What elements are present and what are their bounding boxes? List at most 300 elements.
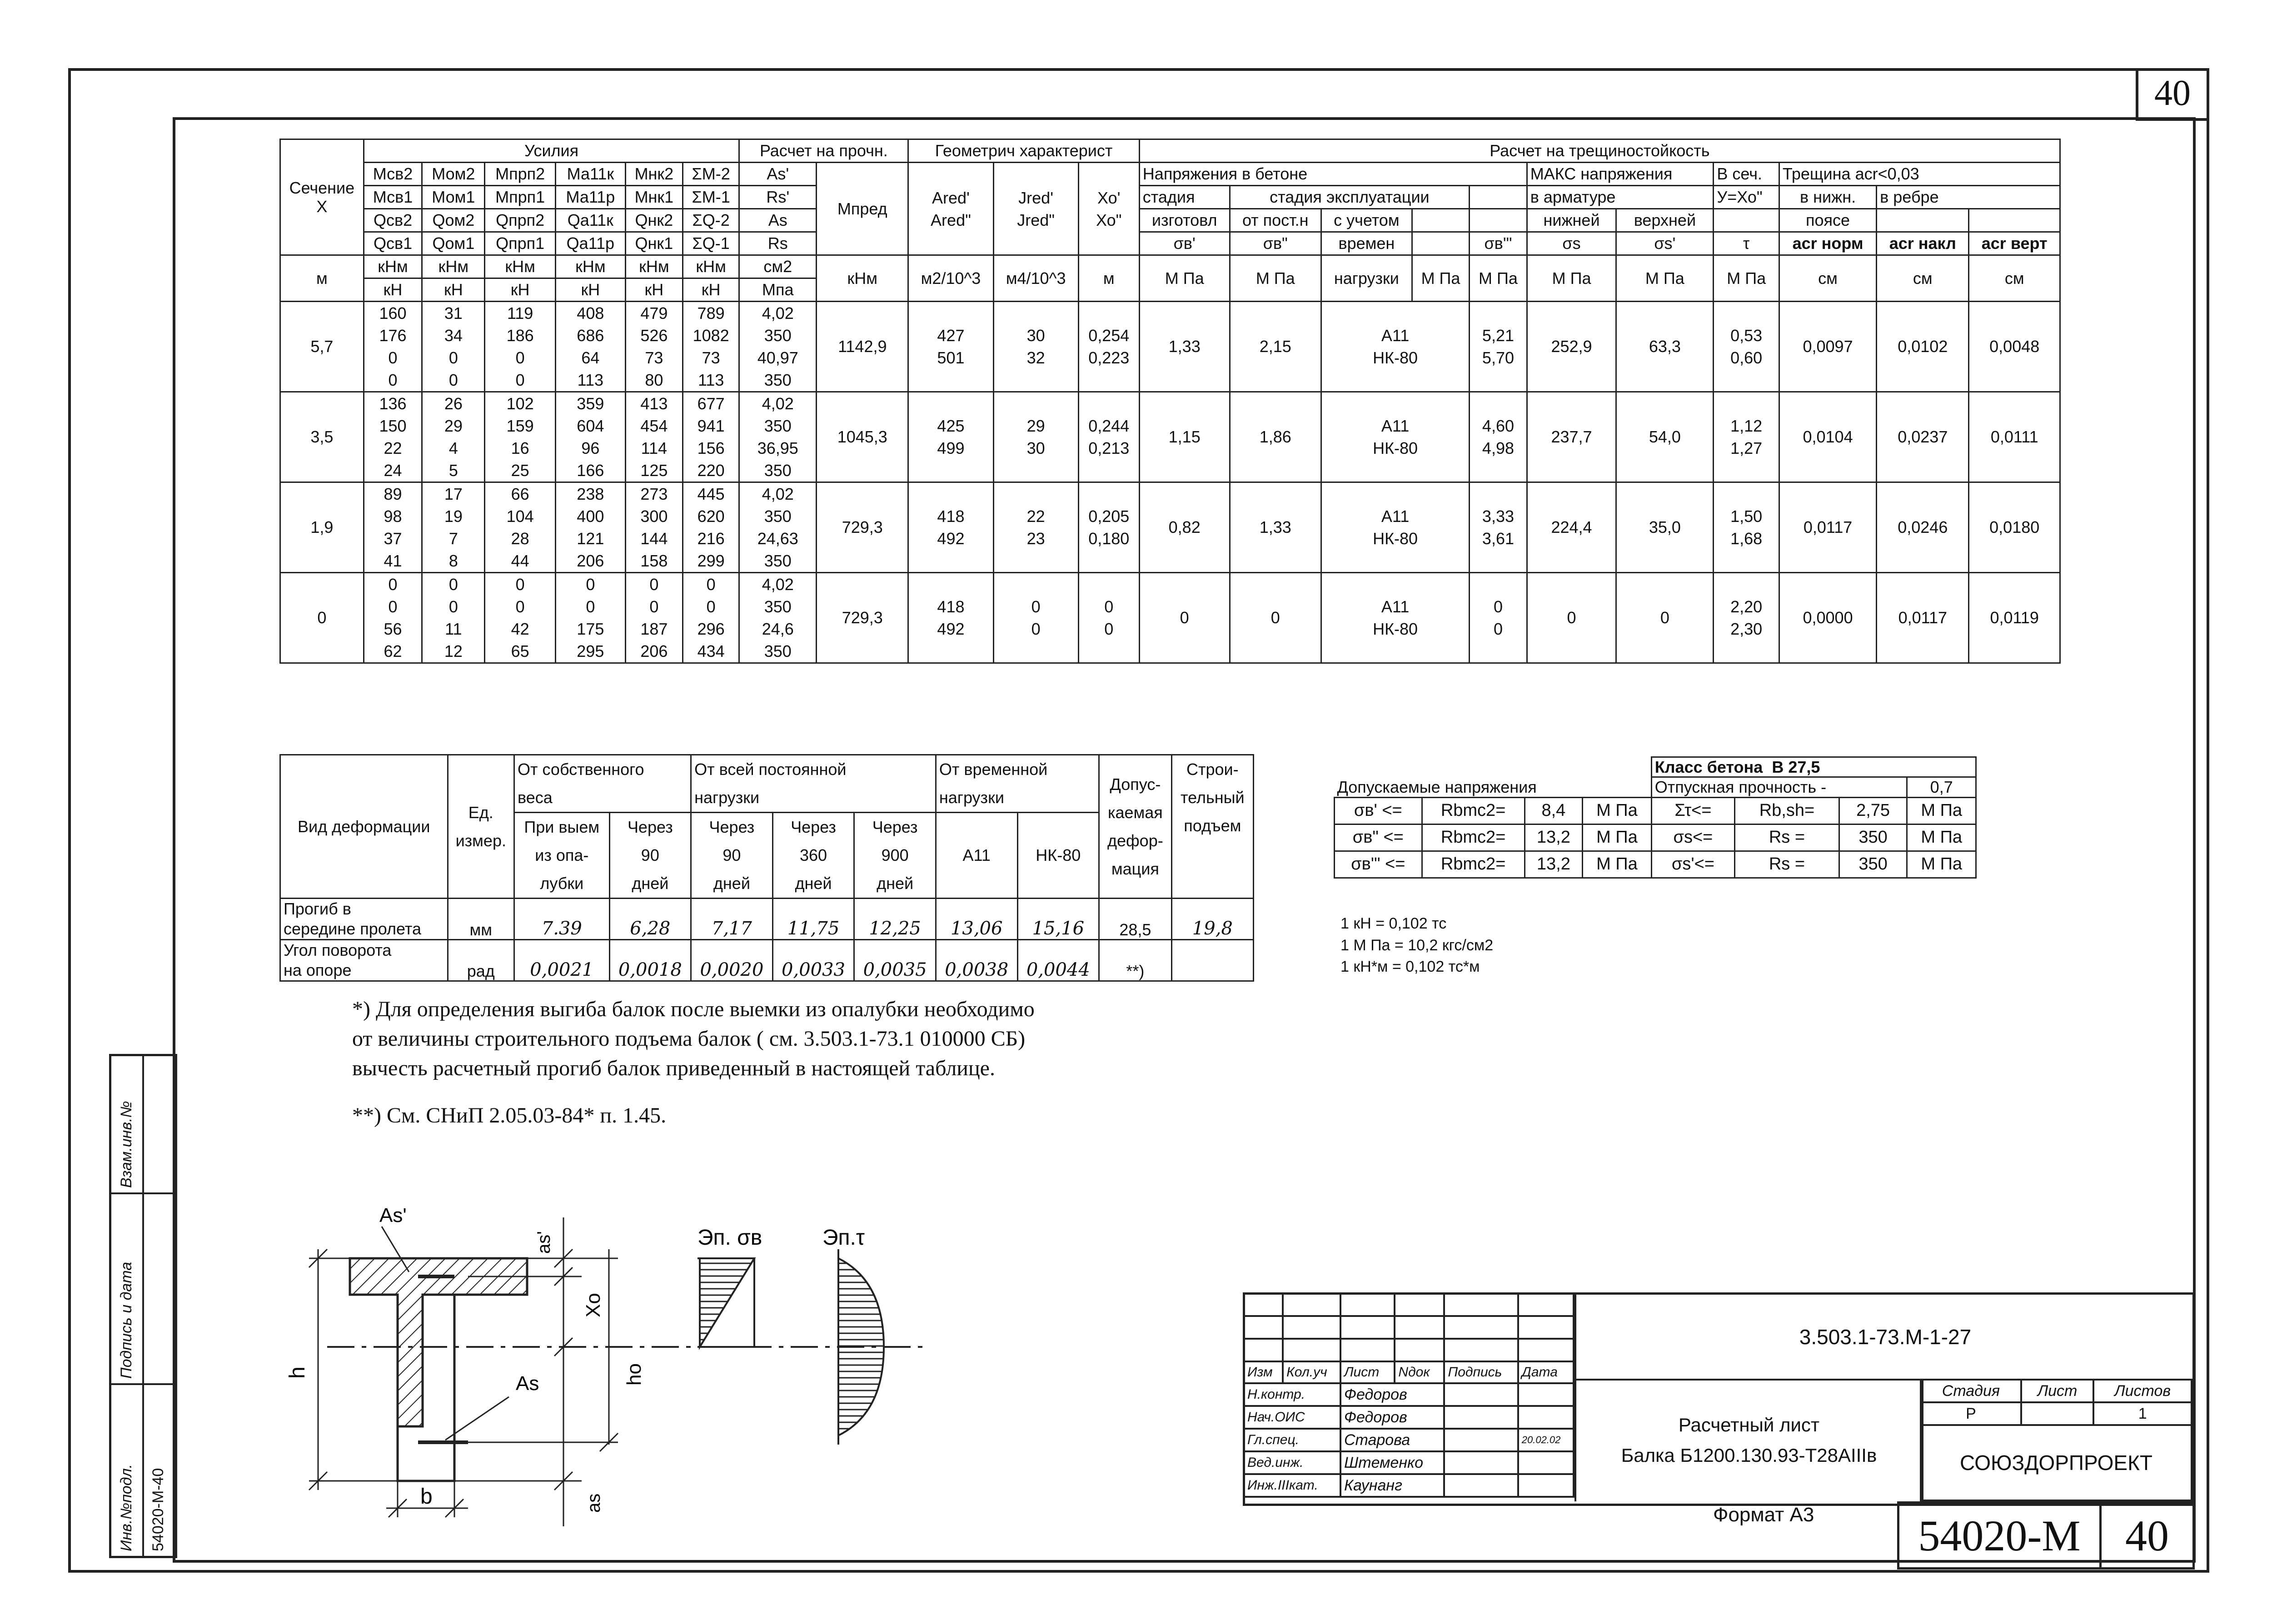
cell-tau: [1714, 573, 1779, 663]
cell-line: 5: [448, 461, 458, 480]
unit-cell: М Па: [1230, 255, 1321, 302]
cell-line: 295: [577, 642, 604, 661]
cell-ared: [908, 392, 993, 482]
title-empty-cell: [1395, 1316, 1444, 1339]
label-as: As: [516, 1372, 539, 1395]
cell-sb3: [1470, 392, 1527, 482]
cell-line: 4,02: [762, 304, 794, 323]
list-value: [2021, 1402, 2094, 1425]
hdr-acr-nakl: аcr накл: [1877, 232, 1969, 255]
cell-line: 0: [586, 575, 595, 594]
cell-x: 3,5: [280, 392, 364, 482]
cell-line: 113: [698, 371, 724, 389]
cell-line: 113: [577, 371, 604, 389]
stress-cell-g: 350: [1839, 824, 1907, 851]
cell-line: 445: [697, 485, 725, 503]
cell-stroit: 19,8: [1171, 899, 1253, 940]
col-label-c5: Qнк1: [625, 232, 683, 255]
hdr-vid: Вид деформации: [280, 755, 448, 899]
note-2: от величины строительного подъема балок ( см. 3.503.1-73.1 010000 СБ): [352, 1026, 1026, 1051]
role-label: Гл.спец.: [1244, 1429, 1340, 1451]
stress-cell-g: 2,75: [1839, 797, 1907, 824]
cell-acr-norm: 0,0000: [1779, 573, 1876, 663]
stress-cell-h: М Па: [1907, 851, 1976, 878]
cell-load: [1321, 392, 1469, 482]
hdr-stroit: [1171, 755, 1253, 899]
cell-value: 12,25: [854, 899, 936, 940]
cell-line: 12: [444, 642, 463, 661]
cell-name: [280, 899, 448, 940]
cell-line: 66: [511, 485, 529, 503]
title-empty-cell: [1395, 1293, 1444, 1316]
conversion-1: 1 кН = 0,102 тс: [1340, 915, 1447, 932]
hdr-tau: τ: [1714, 232, 1779, 255]
title-header-cell: Nдок: [1395, 1361, 1444, 1383]
col-label-c2: Qом1: [422, 232, 485, 255]
hdr-empty: [1877, 209, 1969, 232]
cell-line: 4,60: [1482, 417, 1514, 435]
col-label-c6: ΣМ-2: [683, 163, 739, 186]
cell-line: 32: [1026, 348, 1045, 367]
cell-ss: 0: [1527, 573, 1616, 663]
col-label-c3: Мпрп1: [485, 186, 555, 209]
table-row: [280, 573, 2060, 663]
cell-line: 62: [384, 642, 402, 661]
cell-c5: [625, 302, 683, 392]
col-label-c3: Qпрп1: [485, 232, 555, 255]
hdr-sigma-s2: σs': [1616, 232, 1714, 255]
hdr-vrem: [936, 755, 1099, 813]
side-code: 54020-М-40: [149, 1468, 167, 1551]
cell-line: 0: [1493, 597, 1503, 616]
cell-sb2: 1,33: [1230, 482, 1321, 573]
cell-line: 102: [506, 394, 534, 413]
cell-line: 0: [706, 597, 716, 616]
concrete-class: [1651, 757, 1976, 777]
cell-line: лубки: [540, 874, 584, 893]
cell-line: 0: [706, 575, 716, 594]
cell-c5: [625, 392, 683, 482]
class-value: В 27,5: [1772, 758, 1820, 776]
unit-cell: М Па: [1616, 255, 1714, 302]
deformation-table: [279, 754, 1254, 982]
cell-line: 150: [379, 417, 407, 435]
col-label-c1: Мсв1: [364, 186, 422, 209]
cell-line: 0: [388, 575, 398, 594]
cell-acr-nakl: 0,0102: [1877, 302, 1969, 392]
cell-line: 7: [448, 529, 458, 548]
cell-line: 0: [1031, 620, 1041, 638]
big-code-box: [1897, 1501, 2195, 1569]
cell-line: 64: [581, 348, 600, 367]
cell-line: 24: [384, 461, 402, 480]
cell-line: Через: [791, 818, 836, 836]
title-block: [1243, 1292, 2195, 1506]
cell-line: 427: [937, 326, 965, 345]
cell-line: 413: [640, 394, 668, 413]
cell-line: 4: [448, 439, 458, 457]
cell-line: 90: [722, 846, 741, 864]
title-line-1: Расчетный лист: [1678, 1414, 1820, 1435]
col-label-c2: Мом1: [422, 186, 485, 209]
cell-c2: [422, 482, 485, 573]
cell-c1: [364, 302, 422, 392]
cell-name: [280, 940, 448, 981]
cell-dopusk: 28,5: [1099, 899, 1172, 940]
big-sheet: 40: [2125, 1511, 2169, 1560]
cell-line: Строи-: [1186, 760, 1239, 779]
role-date: 20.02.02: [1518, 1429, 1574, 1451]
hdr-sigma-b1: σв': [1139, 232, 1230, 255]
cell-value: 13,06: [936, 899, 1017, 940]
cell-line: 24,6: [762, 620, 794, 638]
cell-line: веса: [518, 788, 553, 807]
table-row: [1335, 824, 1976, 851]
cell-line: 0: [649, 597, 659, 616]
cell-line: 0,53: [1730, 326, 1763, 345]
hdr-stadiya: стадия: [1139, 186, 1230, 209]
hdr-v-armature: в арматуре: [1527, 186, 1714, 209]
cell-line: 29: [444, 417, 463, 435]
table-row: [280, 392, 2060, 482]
unit-cell: кНм: [625, 255, 683, 278]
cell-line: 119: [507, 304, 533, 323]
cell-line: 400: [577, 507, 604, 526]
cell-line: 160: [379, 304, 407, 323]
title-empty-cell: [1395, 1339, 1444, 1361]
otpusk-label: Отпускная прочность -: [1651, 777, 1907, 797]
role-label: Нач.ОИС: [1244, 1406, 1340, 1429]
stress-cell-b: Rbmc2=: [1422, 824, 1525, 851]
cell-line: 941: [697, 417, 725, 435]
hdr-poyase: поясе: [1779, 209, 1876, 232]
cell-line: А11: [1381, 597, 1410, 616]
cell-line: 686: [577, 326, 604, 345]
cell-line: 96: [581, 439, 600, 457]
cell-c1: [364, 573, 422, 663]
cell-sb3: [1470, 302, 1527, 392]
cell-line: 176: [379, 326, 407, 345]
cell-line: 159: [506, 417, 534, 435]
cell-line: 8: [448, 551, 458, 570]
table-row: [1335, 797, 1976, 824]
cell-line: нагрузки: [939, 788, 1004, 807]
cell-line: мация: [1111, 859, 1159, 878]
hdr-y-xo: У=Хо": [1714, 186, 1779, 209]
cell-line: 350: [764, 642, 792, 661]
title-header-cell: Лист: [1340, 1361, 1395, 1383]
col-label-c1: Мсв2: [364, 163, 422, 186]
unit-cell: кНм: [422, 255, 485, 278]
cell-c2: [422, 392, 485, 482]
cell-line: 11: [445, 620, 462, 638]
cell-line: нагрузки: [694, 788, 760, 807]
cell-unit: мм: [448, 899, 514, 940]
cell-line: 501: [937, 348, 965, 367]
cell-line: Допус-: [1110, 775, 1161, 794]
cell-line: 22: [1026, 507, 1045, 526]
cell-line: 0: [1104, 620, 1114, 638]
cell-line: 0,223: [1088, 348, 1130, 367]
title-empty-cell: [1444, 1339, 1518, 1361]
cell-line: 19: [444, 507, 463, 526]
cell-line: 26: [444, 394, 463, 413]
col-label-c1: Qсв1: [364, 232, 422, 255]
notes: [352, 995, 1035, 1131]
hdr-empty: [1412, 232, 1469, 255]
table-row: [1335, 851, 1976, 878]
cell-line: 479: [640, 304, 668, 323]
title-empty-cell: [1444, 1316, 1518, 1339]
cell-sb2: 0: [1230, 573, 1321, 663]
cell-line: каемая: [1107, 803, 1163, 822]
col-label-c7: As: [739, 209, 817, 232]
hdr-izgotovl: изготовл: [1139, 209, 1230, 232]
stress-cell-g: 350: [1839, 851, 1907, 878]
unit-cell: М Па: [1139, 255, 1230, 302]
group-prochn: Расчет на прочн.: [739, 139, 908, 163]
cell-line: 220: [697, 461, 725, 480]
cell-line: 98: [384, 507, 402, 526]
cell-line: 65: [511, 642, 529, 661]
unit-cell: см: [1969, 255, 2060, 302]
cell-acr-nakl: 0,0117: [1877, 573, 1969, 663]
cell-c2: [422, 573, 485, 663]
cell-line: 350: [764, 371, 792, 389]
col-label-c6: ΣQ-2: [683, 209, 739, 232]
hdr-treshchina: [1779, 163, 2060, 186]
stress-cell-a: σв' <=: [1335, 797, 1422, 824]
cell-tau: [1714, 392, 1779, 482]
cell-xo: [1078, 573, 1139, 663]
side-podp: Подпись и дата: [118, 1261, 135, 1379]
cell-line: 789: [697, 304, 725, 323]
cell-line: 0: [1493, 620, 1503, 638]
col-jred: [993, 163, 1078, 255]
role-signature: [1444, 1474, 1518, 1497]
cell-ss2: 63,3: [1616, 302, 1714, 392]
cell-line: дней: [713, 874, 750, 893]
col-label-c3: Qпрп2: [485, 209, 555, 232]
label-as-bottom: as: [584, 1493, 604, 1513]
cell-x: 5,7: [280, 302, 364, 392]
cell-line: 73: [645, 348, 663, 367]
unit-cell: см2: [739, 255, 817, 278]
cell-value: 0,0038: [936, 940, 1017, 981]
stress-cell-d: М Па: [1583, 797, 1652, 824]
role-date: [1518, 1474, 1574, 1497]
col-label-c4: Qа11р: [555, 232, 625, 255]
cell-line: измер.: [455, 831, 506, 850]
unit-cell: см: [1779, 255, 1876, 302]
cell-line: А11: [1381, 326, 1410, 345]
unit-cell: кНм: [555, 255, 625, 278]
cell-value: 15,16: [1017, 899, 1099, 940]
cell-line: 620: [697, 507, 725, 526]
role-signature: [1444, 1451, 1518, 1474]
hdr-empty: [1969, 209, 2060, 232]
cell-sb1: 0,82: [1139, 482, 1230, 573]
cell-sb2: 1,86: [1230, 392, 1321, 482]
unit-cell: Мпа: [739, 278, 817, 302]
cell-line: 4,98: [1482, 439, 1514, 457]
hdr-sobstv: [514, 755, 691, 813]
cell-c1: [364, 482, 422, 573]
cell-line: 350: [764, 597, 792, 616]
cell-line: 425: [937, 417, 965, 435]
label-h: h: [285, 1366, 309, 1379]
unit-cell: М Па: [1714, 255, 1779, 302]
cell-line: на опоре: [284, 961, 352, 979]
cell-line: 0,60: [1730, 348, 1763, 367]
role-label: Инж.IIIкат.: [1244, 1474, 1340, 1497]
cell-ss2: 0: [1616, 573, 1714, 663]
allowable-stress-table: [1334, 756, 1977, 879]
col-xo: [1078, 163, 1139, 255]
cell-line: дефор-: [1107, 831, 1163, 850]
cell-line: 73: [702, 348, 720, 367]
cell-line: Прогиб в: [284, 899, 351, 918]
col-label-c5: Мнк1: [625, 186, 683, 209]
cell-acr-vert: 0,0111: [1969, 392, 2060, 482]
stress-cell-e: σs'<=: [1651, 851, 1734, 878]
hdr-acr-norm: аcr норм: [1779, 232, 1876, 255]
otpusk-value: 0,7: [1907, 777, 1976, 797]
unit-cell: кНм: [683, 255, 739, 278]
cell-ss2: 54,0: [1616, 392, 1714, 482]
cell-load: [1321, 482, 1469, 573]
cell-line: 0: [515, 371, 525, 389]
tau-diagram: [838, 1258, 884, 1435]
hdr-nk80: НК-80: [1017, 813, 1099, 899]
cell-c3: [485, 302, 555, 392]
cell-line: 2,20: [1730, 597, 1763, 616]
cell-line: 1,27: [1730, 439, 1763, 457]
stress-cell-a: σв'" <=: [1335, 851, 1422, 878]
cell-line: 299: [697, 551, 725, 570]
stress-cell-d: М Па: [1583, 824, 1652, 851]
cell-line: 604: [577, 417, 604, 435]
title-header-cell: Кол.уч: [1283, 1361, 1340, 1383]
title-header-cell: Изм: [1244, 1361, 1283, 1383]
cell-xo: [1078, 302, 1139, 392]
col-label-c2: Qом2: [422, 209, 485, 232]
cell-line: дней: [877, 874, 914, 893]
cell-mpred: 729,3: [817, 482, 908, 573]
doc-code: 3.503.1-73.М-1-27: [1574, 1295, 2194, 1381]
unit-cell: кНм: [364, 255, 422, 278]
role-label: Вед.инж.: [1244, 1451, 1340, 1474]
cell-line: 408: [577, 304, 604, 323]
col-label-c4: Qа11к: [555, 209, 625, 232]
note-4: **) См. СНиП 2.05.03-84* п. 1.45.: [352, 1103, 667, 1128]
unit-cell: кН: [555, 278, 625, 302]
cell-value: 0,0035: [854, 940, 936, 981]
title-empty-cell: [1340, 1339, 1395, 1361]
cell-line: 492: [937, 529, 965, 548]
cell-x: 1,9: [280, 482, 364, 573]
cell-acr-nakl: 0,0246: [1877, 482, 1969, 573]
organization: СОЮЗДОРПРОЕКТ: [1921, 1425, 2192, 1500]
hdr-900: [854, 813, 936, 899]
cell-line: 300: [640, 507, 668, 526]
cell-tau: [1714, 482, 1779, 573]
table-row: [280, 899, 1254, 940]
cell-xo: [1078, 482, 1139, 573]
unit-cell: м: [280, 255, 364, 302]
label-as-top: As': [379, 1204, 407, 1227]
unit-cell: кН: [364, 278, 422, 302]
cell-load: [1321, 573, 1469, 663]
unit-cell: М Па: [1527, 255, 1616, 302]
stress-cell-a: σв" <=: [1335, 824, 1422, 851]
cell-line: 5,70: [1482, 348, 1514, 367]
cell-ss: 224,4: [1527, 482, 1616, 573]
cell-line: 34: [444, 326, 463, 345]
cell-c5: [625, 482, 683, 573]
side-inv: Инв.№подл.: [118, 1464, 135, 1551]
cell-line: 0: [448, 348, 458, 367]
cell-line: Jred": [1017, 210, 1055, 229]
cell-line: 418: [937, 507, 965, 526]
col-label-c7: Rs: [739, 232, 817, 255]
cell-line: 0: [448, 575, 458, 594]
cell-line: Ед.: [468, 803, 493, 822]
cell-value: 0,0018: [609, 940, 691, 981]
conversion-3: 1 кН*м = 0,102 тс*м: [1340, 958, 1480, 976]
cell-line: 499: [937, 439, 965, 457]
hdr-90a: [609, 813, 691, 899]
hdr-90b: [691, 813, 773, 899]
cell-c6: [683, 392, 739, 482]
cell-sb2: 2,15: [1230, 302, 1321, 392]
cell-line: 677: [697, 394, 725, 413]
unit-cell: см: [1877, 255, 1969, 302]
cell-line: 3,61: [1482, 529, 1514, 548]
cell-line: А11: [1381, 507, 1410, 526]
cell-line: 16: [511, 439, 529, 457]
cell-c7: [739, 302, 817, 392]
cell-line: 360: [799, 846, 827, 864]
cell-mpred: 1045,3: [817, 392, 908, 482]
hdr-ot-post: от пост.н: [1230, 209, 1321, 232]
col-ared: [908, 163, 993, 255]
stress-cell-f: Rb,sh=: [1735, 797, 1839, 824]
role-date: [1518, 1451, 1574, 1474]
cell-line: При выем: [524, 818, 600, 836]
stress-cell-b: Rbmc2=: [1422, 797, 1525, 824]
cell-line: 28: [511, 529, 529, 548]
cell-ared: [908, 482, 993, 573]
col-label-c5: Qнк2: [625, 209, 683, 232]
hdr-napr-beton: Напряжения в бетоне: [1139, 163, 1527, 186]
hdr-verhney: верхней: [1616, 209, 1714, 232]
title-empty-cell: [1244, 1316, 1283, 1339]
stress-cell-f: Rs =: [1735, 851, 1839, 878]
cell-sb1: 1,15: [1139, 392, 1230, 482]
cell-line: 56: [384, 620, 402, 638]
cell-ss: 237,7: [1527, 392, 1616, 482]
hdr-ed: [448, 755, 514, 899]
col-label-c3: Мпрп2: [485, 163, 555, 186]
role-name: Каунанг: [1340, 1474, 1444, 1497]
title-roles-table: [1243, 1292, 1574, 1498]
title-empty-cell: [1283, 1339, 1340, 1361]
cell-line: 0,213: [1088, 439, 1130, 457]
stadiya-header: Стадия: [1921, 1380, 2021, 1402]
cell-line: 0: [388, 597, 398, 616]
cell-line: От собственного: [518, 760, 644, 779]
